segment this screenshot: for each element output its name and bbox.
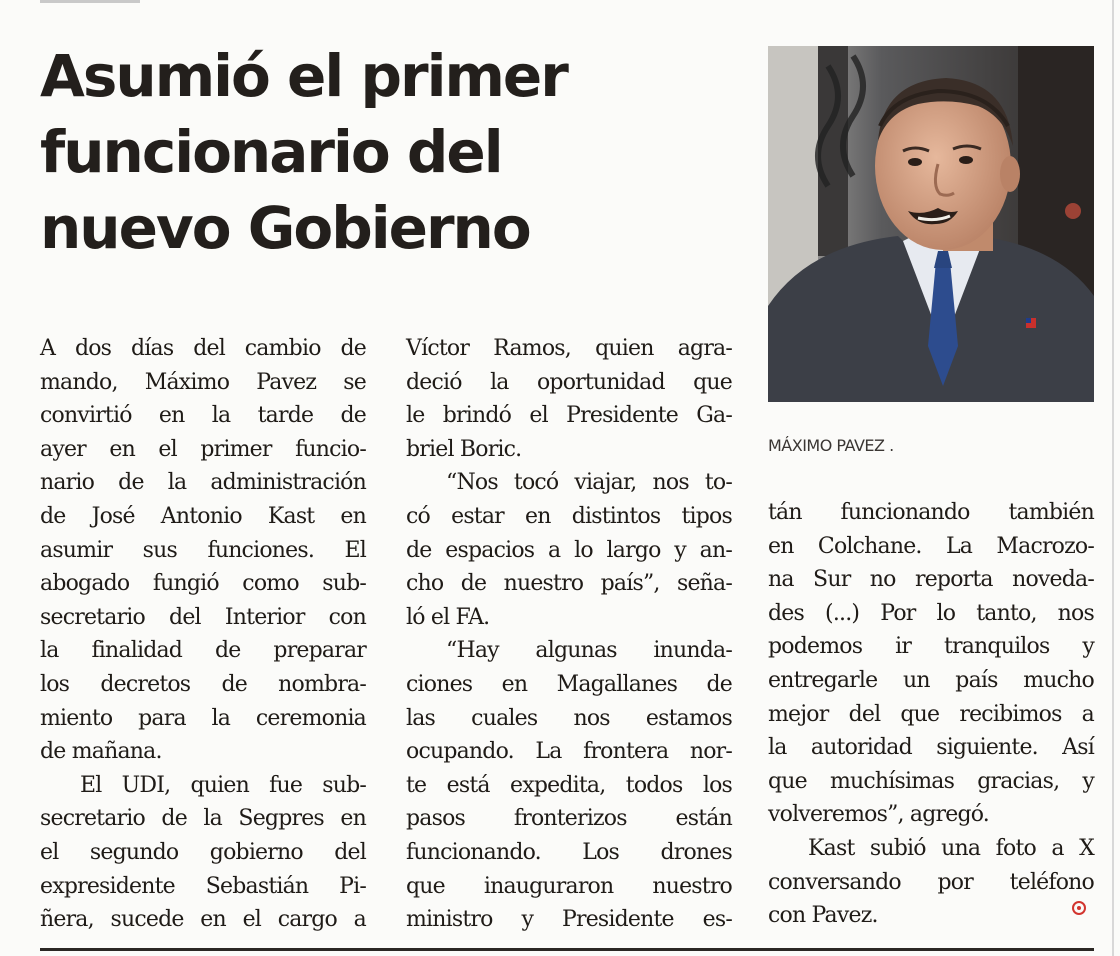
text-line: “Hay algunas inunda-	[446, 638, 732, 664]
text-line: el segundo gobierno del	[40, 839, 366, 865]
text-line: en Colchane. La Macrozo-	[768, 533, 1094, 559]
text-line: ayer en el primer funcio-	[40, 436, 366, 462]
text-line: secretario del Interior con	[40, 604, 366, 630]
text-line: El UDI, quien fue sub-	[80, 772, 366, 798]
text-line: nario de la administración	[40, 470, 366, 496]
text-line: pasos fronterizos están	[406, 806, 732, 832]
text-line: las cuales nos estamos	[406, 705, 732, 731]
text-line: ló el FA.	[406, 604, 490, 630]
text-line: de espacios a lo largo y an-	[406, 537, 732, 563]
text-line: conversando por teléfono	[768, 869, 1094, 895]
text-line: ministro y Presidente es-	[406, 907, 732, 933]
text-line: tán funcionando también	[768, 500, 1094, 525]
headline-line: nuevo Gobierno	[40, 194, 530, 262]
text-line: que muchísimas gracias, y	[768, 768, 1094, 794]
portrait-photo	[768, 46, 1094, 402]
text-line: de mañana.	[40, 739, 162, 765]
text-line: podemos ir tranquilos y	[768, 634, 1094, 660]
text-line: mando, Máximo Pavez se	[40, 369, 366, 395]
text-line: de José Antonio Kast en	[40, 503, 366, 529]
text-line: ciones en Magallanes de	[406, 671, 732, 697]
text-line: cho de nuestro país”, seña-	[406, 571, 732, 597]
bottom-rule	[40, 948, 1094, 951]
text-line: na Sur no reporta noveda-	[768, 567, 1094, 593]
top-rule	[40, 0, 140, 3]
text-line: te está expedita, todos los	[406, 772, 732, 798]
text-line: miento para la ceremonia	[40, 705, 366, 731]
text-line: des (...) Por lo tanto, nos	[768, 600, 1094, 626]
text-line: convirtió en la tarde de	[40, 403, 366, 429]
text-line: ñera, sucede en el cargo a	[40, 907, 366, 933]
headline-line: funcionario del	[40, 118, 502, 186]
text-line: entregarle un país mucho	[768, 667, 1094, 693]
text-line: con Pavez.	[768, 903, 878, 929]
text-line: mejor del que recibimos a	[768, 701, 1094, 727]
text-line: la autoridad siguiente. Así	[768, 735, 1094, 761]
text-line: que inauguraron nuestro	[406, 873, 732, 899]
end-of-article-icon	[1072, 901, 1086, 915]
article-column-2	[406, 332, 732, 937]
headline	[40, 38, 740, 266]
text-line: le brindó el Presidente Ga-	[406, 403, 732, 429]
text-line: asumir sus funciones. El	[40, 537, 366, 563]
text-line: ocupando. La frontera nor-	[406, 739, 732, 765]
headline-line: Asumió el primer	[40, 42, 567, 110]
text-line: expresidente Sebastián Pi-	[40, 873, 366, 899]
text-line: “Nos tocó viajar, nos to-	[446, 470, 732, 496]
text-line: la finalidad de preparar	[40, 638, 366, 664]
text-line: funcionando. Los drones	[406, 839, 732, 865]
page-edge-rule	[1112, 0, 1114, 956]
text-line: los decretos de nombra-	[40, 671, 366, 697]
text-line: abogado fungió como sub-	[40, 571, 366, 597]
text-line: volveremos”, agregó.	[768, 802, 989, 828]
article-column-3	[768, 496, 1094, 933]
text-line: briel Boric.	[406, 436, 522, 462]
text-line: Víctor Ramos, quien agra-	[406, 336, 732, 361]
text-line: A dos días del cambio de	[40, 336, 366, 361]
photo-caption: MÁXIMO PAVEZ .	[768, 436, 894, 455]
text-line: secretario de la Segpres en	[40, 806, 366, 832]
text-line: có estar en distintos tipos	[406, 503, 732, 529]
text-line: deció la oportunidad que	[406, 369, 732, 395]
text-line: Kast subió una foto a X	[808, 835, 1094, 861]
article-column-1	[40, 332, 366, 937]
